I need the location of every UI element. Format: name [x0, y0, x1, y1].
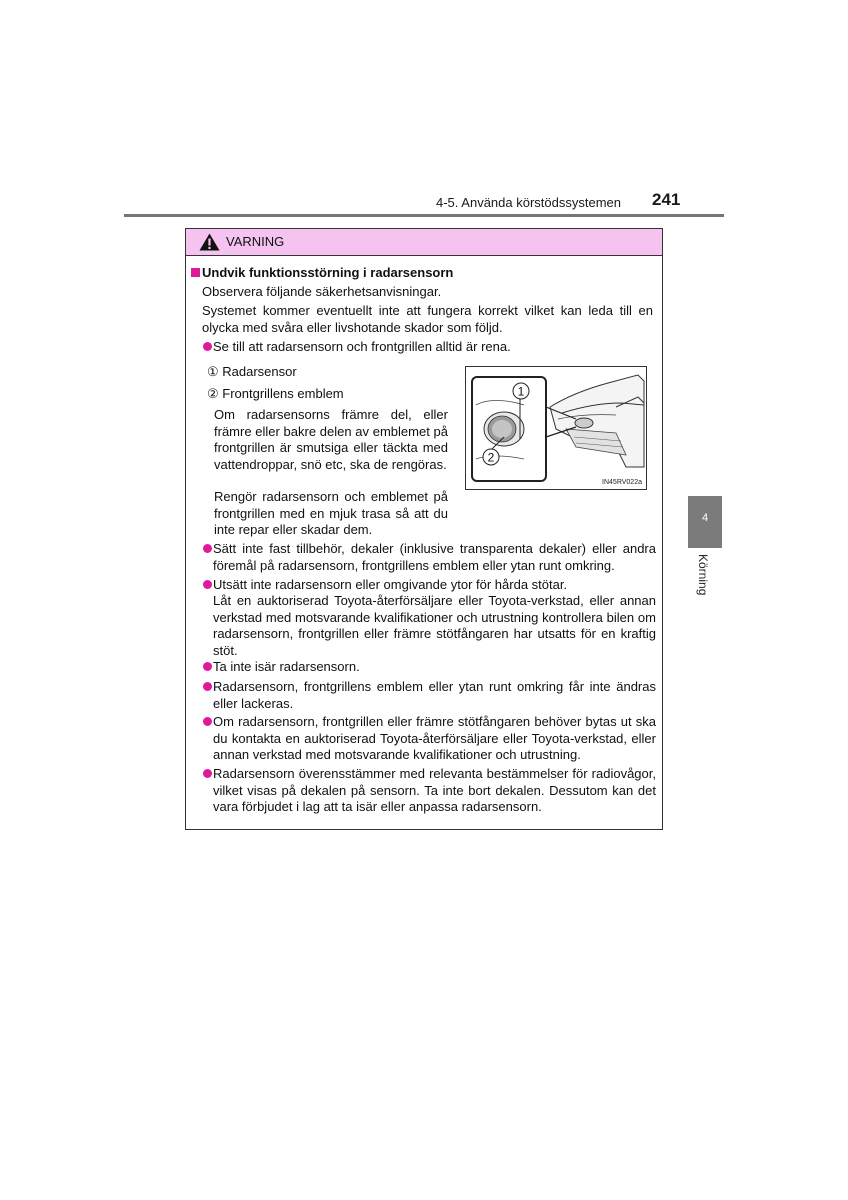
- section-title: 4-5. Använda körstödssystemen: [436, 195, 621, 210]
- bullet-marker: [203, 342, 212, 351]
- bullet-marker: [203, 682, 212, 691]
- radar-sensor-figure: [465, 366, 647, 490]
- bullet-6: Om radarsensorn, frontgrillen eller främre stötfångaren behöver bytas ut ska du kontakta en auktoriserad Toyota-återförsäljare eller Toyota-verkstad, eller annan verkstad med motsvarande kvalifikationer och utrustning.: [213, 714, 656, 762]
- bullet-marker: [203, 769, 212, 778]
- bullet-2: Sätt inte fast tillbehör, dekaler (inklusive transparenta dekaler) eller andra föremål på radarsensorn, frontgrillens emblem eller ytan runt omkring.: [213, 541, 656, 573]
- clean-instruction: Om radarsensorns främre del, eller främre eller bakre delen av emblemet på frontgrillen är smutsiga eller täckta med vattendroppar, snö etc, ska de rengöras.: [214, 407, 448, 472]
- warning-heading: Undvik funktionsstörning i radarsensorn: [202, 265, 454, 280]
- car-front-illustration: [466, 367, 646, 489]
- page-number: 241: [652, 190, 681, 209]
- legend-grille-emblem: ② Frontgrillens emblem: [207, 386, 344, 401]
- header-rule: [124, 214, 724, 217]
- bullet-marker: [203, 544, 212, 553]
- warning-title: VARNING: [226, 234, 285, 249]
- bullet-5: Radarsensorn, frontgrillens emblem eller ytan runt omkring får inte ändras eller lackeras.: [213, 679, 656, 711]
- bullet-marker: [203, 580, 212, 589]
- bullet-4: Ta inte isär radarsensorn.: [213, 659, 360, 674]
- bullet-marker: [203, 717, 212, 726]
- chapter-tab: [688, 496, 722, 548]
- bullet-3-continuation: Låt en auktoriserad Toyota-återförsäljare eller Toyota-verkstad, eller annan verkstad med motsvarande kvalifikationer och utrustning kontrollera bilen om radarsensorn, frontgrillen eller främre stötfångaren har utsatts för en kraftig stöt.: [213, 593, 656, 658]
- chapter-label: Körning: [696, 554, 710, 596]
- bullet-3: Utsätt inte radarsensorn eller omgivande ytor för hårda stötar.: [213, 577, 568, 592]
- bullet-7: Radarsensorn överensstämmer med relevanta bestämmelser för radiovågor, vilket visas på dekalen på sensorn. Ta inte bort dekalen. Dessutom kan det vara förbjudet i lag att ta isär eller anpassa radarsensorn.: [213, 766, 656, 814]
- warning-header: [186, 229, 662, 256]
- wipe-instruction: Rengör radarsensorn och emblemet på frontgrillen med en mjuk trasa så att du inte repar eller skadar dem.: [214, 489, 448, 537]
- figure-code: IN45RV022a: [602, 479, 642, 486]
- bullet-1: Se till att radarsensorn och frontgrillen alltid är rena.: [213, 339, 511, 354]
- legend-radar-sensor: ① Radarsensor: [207, 364, 297, 379]
- bullet-marker: [203, 662, 212, 671]
- chapter-number: 4: [701, 512, 709, 524]
- warning-triangle-icon: [199, 233, 220, 251]
- intro-text-1: Observera följande säkerhetsanvisningar.: [202, 284, 442, 299]
- intro-text-2: Systemet kommer eventuellt inte att fungera korrekt vilket kan leda till en olycka med svåra eller livshotande skador som följd.: [202, 303, 653, 335]
- callout-1-label: 1: [517, 384, 525, 399]
- heading-marker: [191, 268, 200, 277]
- callout-2-label: 2: [487, 450, 495, 465]
